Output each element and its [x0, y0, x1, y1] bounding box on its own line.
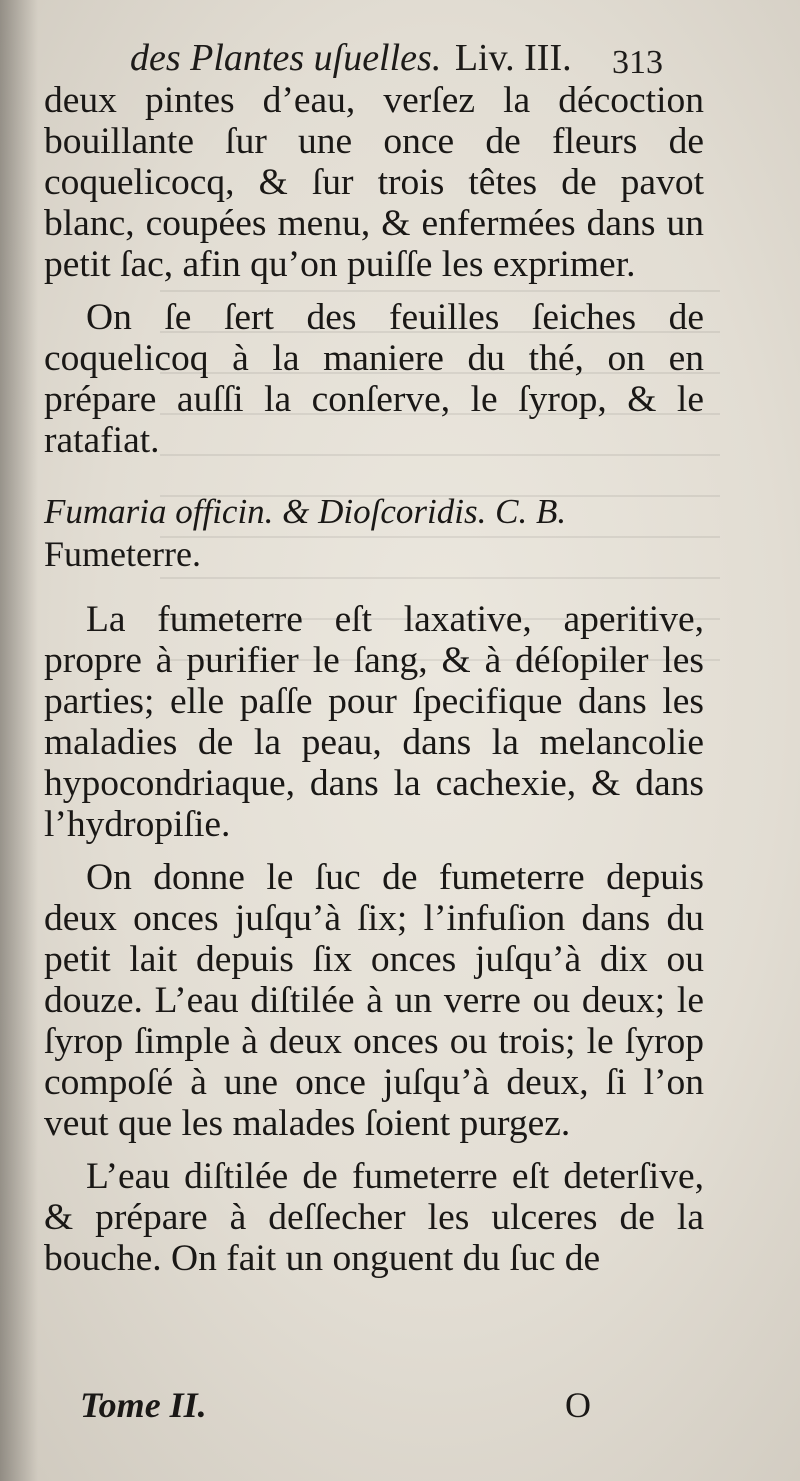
paragraph-fumeterre-properties: La fumeterre eſt laxative, aperitive, propre à purifier le ſang, & à déſopiler les parties; elle paſſe pour ſpecifique dans les maladies de la peau, dans la melancolie hypocondriaque, dans la cachexie, & dans l’hydropiſie.: [44, 599, 704, 845]
page-number: 313: [612, 44, 663, 81]
page-footer: [80, 1384, 640, 1428]
gutter-shadow: [0, 0, 38, 1481]
signature-mark: O: [565, 1385, 591, 1425]
body-text: [44, 80, 704, 1279]
running-head-book: Liv. III.: [454, 37, 572, 79]
section-heading-french: Fumeterre.: [44, 534, 201, 574]
paragraph-coquelicot-decoction: deux pintes d’eau, verſez la décoction bouillante ſur une once de fleurs de coquelicocq, & ſur trois têtes de pavot blanc, coupées menu, & enfermées dans un petit ſac, afin qu’on puiſſe les exprimer.: [44, 80, 704, 285]
section-heading-latin: Fumaria officin. & Dioſcoridis. C. B.: [44, 492, 567, 531]
paragraph-coquelicot-uses: On ſe ſert des feuilles ſeiches de coquelicoq à la maniere du thé, on en prépare auſſi la conſerve, le ſyrop, & le ratafiat.: [44, 297, 704, 461]
paragraph-fumeterre-dosage: On donne le ſuc de fumeterre depuis deux onces juſqu’à ſix; l’infuſion dans du petit lait depuis ſix onces juſqu’à dix ou douze. L’eau diſtilée à un verre ou deux; le ſyrop ſimple à deux onces ou trois; le ſyrop compoſé à une once juſqu’à deux, ſi l’on veut que les malades ſoient purgez.: [44, 857, 704, 1144]
paragraph-fumeterre-water: L’eau diſtilée de fumeterre eſt deterſive, & prépare à deſſecher les ulceres de la bouche. On fait un onguent du ſuc de: [44, 1156, 704, 1279]
volume-mark: Tome II.: [80, 1385, 207, 1425]
running-head-title: des Plantes uſuelles.: [130, 37, 442, 79]
